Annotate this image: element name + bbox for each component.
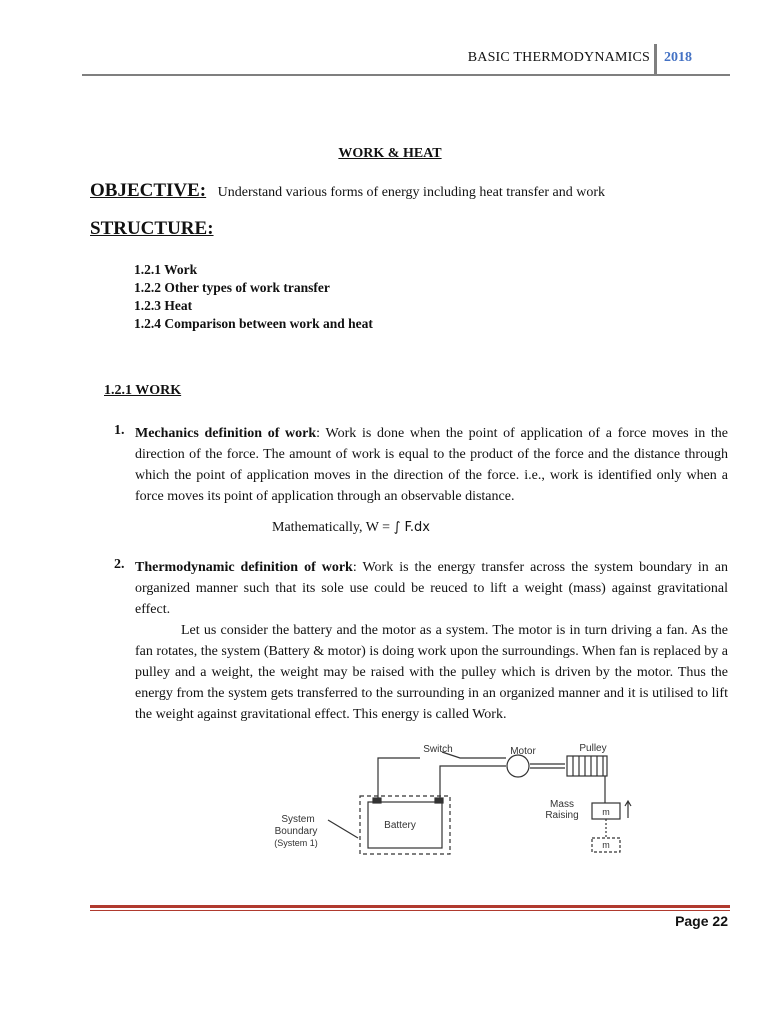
toc-item: 1.2.3 Heat (134, 298, 193, 313)
item-number: 1. (114, 423, 125, 438)
item-term: Thermodynamic definition of work (135, 560, 353, 575)
switch-label: Switch (423, 744, 453, 755)
mass-raising-label: Mass (550, 799, 574, 810)
formula-expression: ∫ F.dx (393, 520, 430, 535)
pulley-label: Pulley (579, 743, 607, 754)
section-heading: 1.2.1 WORK (104, 383, 182, 398)
toc-item: 1.2.2 Other types of work transfer (134, 280, 330, 295)
toc-item: 1.2.4 Comparison between work and heat (134, 316, 373, 331)
explanation-paragraph: Let us consider the battery and the motor as a system. The motor is in turn driving a fan. As the fan rotates, the system (Battery & motor) is doing work upon the surroundings. When fan is replaced by a pulley and a weight, the weight may be raised with the pulley which is driven by the motor. Thus the energy from the system gets transferred to the surrounding in an organized manner and it is utilised to lift the weight against gravitational effect. This energy is called Work. (135, 623, 728, 722)
header-rule (82, 74, 730, 76)
page-title: WORK & HEAT (338, 146, 442, 161)
battery-label: Battery (384, 820, 416, 831)
mass-symbol: m (602, 840, 610, 850)
motor-label: Motor (510, 746, 536, 757)
item-text: : Work is the energy transfer across the system boundary in an organized manner such that its sole use could be reuced to lift a weight (mass) against gravitational effect. (135, 560, 729, 617)
boundary-label: Boundary (274, 826, 318, 837)
objective-text: Understand various forms of energy including heat transfer and work (217, 185, 605, 200)
footer-rule (90, 905, 730, 908)
footer-rule (90, 910, 730, 911)
wire (440, 766, 506, 798)
item-mechanics-definition (135, 423, 728, 507)
page-number: Page 22 (675, 913, 728, 929)
objective-label: OBJECTIVE: (90, 180, 207, 201)
header-year: 2018 (664, 50, 692, 65)
raise-arrow (625, 801, 631, 818)
work-diagram (260, 738, 640, 863)
item-thermodynamic-definition (135, 557, 728, 620)
mass-raising-label: Raising (545, 810, 579, 821)
structure-label: STRUCTURE: (90, 218, 214, 239)
mass-symbol: m (602, 807, 610, 817)
boundary-label: System (281, 814, 315, 825)
table-of-contents (134, 261, 373, 333)
boundary-pointer (328, 820, 358, 838)
boundary-label: (System 1) (274, 838, 318, 848)
item-term: Mechanics definition of work (135, 426, 317, 441)
header-title: BASIC THERMODYNAMICS (467, 50, 650, 65)
motor-circle (507, 755, 529, 777)
wire (378, 758, 420, 798)
item-number: 2. (114, 557, 125, 572)
formula-label: Mathematically, W = (272, 520, 394, 535)
item-text: : Work is done when the point of application of a force moves in the direction of the force. The amount of work is equal to the product of the force and the distance through which the point of application moves in the direction of the force. i.e., work is identified only when a force moves its point of application through an observable distance. (135, 426, 728, 504)
formula (272, 520, 430, 536)
header-separator (654, 44, 657, 76)
objective (90, 180, 605, 202)
toc-item: 1.2.1 Work (134, 262, 198, 277)
